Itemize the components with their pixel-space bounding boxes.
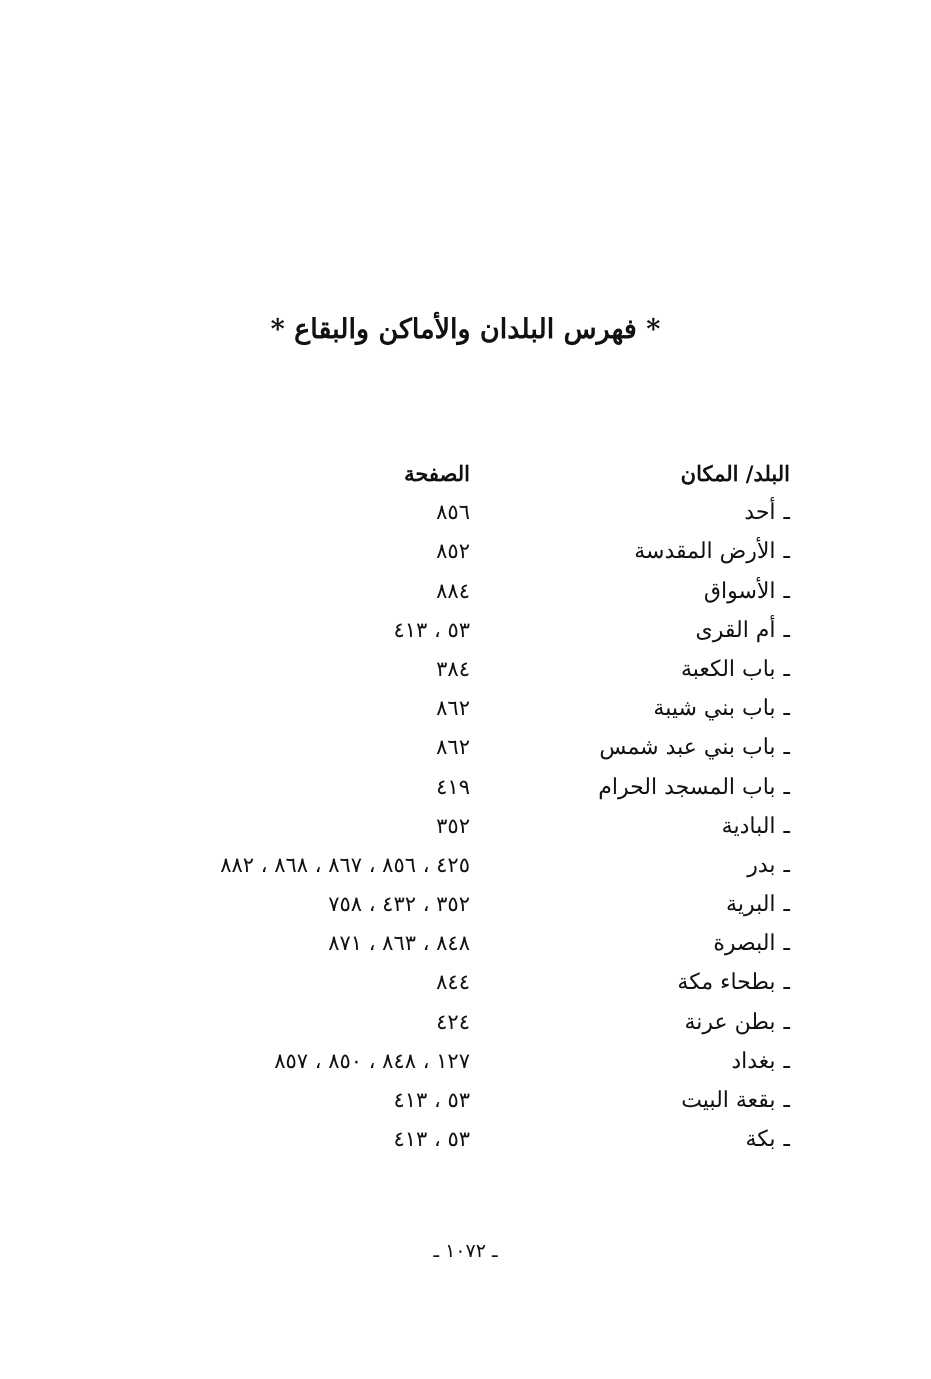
entry-place	[550, 650, 790, 689]
entry-dash: ـ	[783, 813, 790, 839]
entry-place-name: بطن عرنة	[684, 1009, 776, 1035]
entry-dash: ـ	[783, 656, 790, 682]
index-entry	[100, 1042, 790, 1081]
entry-place-name: أحد	[744, 500, 776, 526]
entry-dash: ـ	[783, 578, 790, 604]
entry-place-name: الأرض المقدسة	[634, 539, 776, 565]
entry-place-name: البصرة	[713, 931, 776, 957]
entry-place	[550, 963, 790, 1002]
entry-place	[550, 611, 790, 650]
entry-dash: ـ	[783, 970, 790, 996]
entry-pages: ٨٨٤	[436, 578, 470, 603]
entry-place	[550, 846, 790, 885]
index-entry	[100, 611, 790, 650]
index-entry	[100, 572, 790, 611]
entry-pages: ٨٥٦	[436, 500, 470, 525]
index-entry	[100, 689, 790, 728]
entry-pages: ٥٣ ، ٤١٣	[393, 1127, 470, 1152]
entry-place	[550, 1042, 790, 1081]
entry-place	[550, 1081, 790, 1120]
entry-dash: ـ	[783, 931, 790, 957]
entry-dash: ـ	[783, 1009, 790, 1035]
entry-place	[550, 1120, 790, 1159]
places-index-table	[100, 454, 790, 1159]
entry-place	[550, 1003, 790, 1042]
entry-pages: ٨٤٨ ، ٨٦٣ ، ٨٧١	[328, 931, 470, 956]
entry-place-name: باب المسجد الحرام	[598, 774, 776, 800]
entry-place	[550, 768, 790, 807]
index-entry	[100, 493, 790, 532]
entry-dash: ـ	[783, 500, 790, 526]
entry-place	[550, 532, 790, 571]
entry-place	[550, 807, 790, 846]
entry-place-name: الأسواق	[703, 578, 776, 604]
header-place: البلد/ المكان	[680, 461, 790, 486]
index-entry	[100, 728, 790, 767]
index-entry	[100, 650, 790, 689]
entry-place-name: بدر	[747, 852, 776, 878]
entry-dash: ـ	[783, 735, 790, 761]
entry-pages: ٤٢٤	[436, 1009, 470, 1034]
entry-place	[550, 885, 790, 924]
index-entry	[100, 1003, 790, 1042]
entry-pages: ٨٥٢	[436, 539, 470, 564]
entry-pages: ٣٨٤	[436, 656, 470, 681]
entry-place-name: بكة	[745, 1127, 776, 1153]
entry-place-name: البرية	[726, 892, 776, 918]
entry-place-name: باب بني عبد شمس	[599, 735, 776, 761]
entry-dash: ـ	[783, 696, 790, 722]
entry-dash: ـ	[783, 1088, 790, 1113]
entry-place-name: باب الكعبة	[681, 656, 776, 682]
entry-place	[550, 728, 790, 767]
entry-dash: ـ	[783, 892, 790, 918]
entry-place	[550, 924, 790, 963]
entry-pages: ٤١٩	[436, 774, 470, 799]
entry-place-name: بغداد	[731, 1048, 776, 1074]
entry-place-name: باب بني شيبة	[653, 696, 776, 722]
entry-dash: ـ	[783, 852, 790, 878]
entry-pages: ٨٦٢	[436, 696, 470, 721]
entry-dash: ـ	[783, 1127, 790, 1153]
header-page: الصفحة	[404, 461, 470, 486]
entry-pages: ٨٦٢	[436, 735, 470, 760]
entry-place	[550, 572, 790, 611]
entry-place	[550, 689, 790, 728]
entry-place-name: بطحاء مكة	[677, 970, 776, 996]
entry-place	[550, 493, 790, 532]
index-entry	[100, 846, 790, 885]
index-entry	[100, 807, 790, 846]
index-entry	[100, 532, 790, 571]
index-title: * فهرس البلدان والأماكن والبقاع *	[270, 314, 661, 345]
index-entry	[100, 768, 790, 807]
entry-pages: ٥٣ ، ٤١٣	[393, 1088, 470, 1112]
entry-pages: ٤٢٥ ، ٨٥٦ ، ٨٦٧ ، ٨٦٨ ، ٨٨٢	[220, 852, 470, 877]
entry-pages: ١٢٧ ، ٨٤٨ ، ٨٥٠ ، ٨٥٧	[274, 1048, 470, 1073]
index-entry	[100, 1081, 790, 1120]
entry-pages: ٣٥٢	[436, 813, 470, 838]
index-entry	[100, 963, 790, 1002]
entry-pages: ٥٣ ، ٤١٣	[393, 617, 470, 642]
page-number: ـ ١٠٧٢ ـ	[433, 1240, 498, 1262]
index-entry	[100, 1120, 790, 1159]
entry-dash: ـ	[783, 617, 790, 643]
entry-dash: ـ	[783, 1048, 790, 1074]
index-entry	[100, 885, 790, 924]
entry-place-name: أم القرى	[695, 617, 776, 643]
entry-pages: ٣٥٢ ، ٤٣٢ ، ٧٥٨	[328, 892, 470, 917]
index-header-row	[100, 454, 790, 493]
entry-dash: ـ	[783, 539, 790, 565]
entry-place-name: بقعة البيت	[681, 1088, 776, 1113]
entry-place-name: البادية	[721, 813, 776, 839]
entry-dash: ـ	[783, 774, 790, 800]
entry-pages: ٨٤٤	[436, 970, 470, 995]
index-entry	[100, 924, 790, 963]
